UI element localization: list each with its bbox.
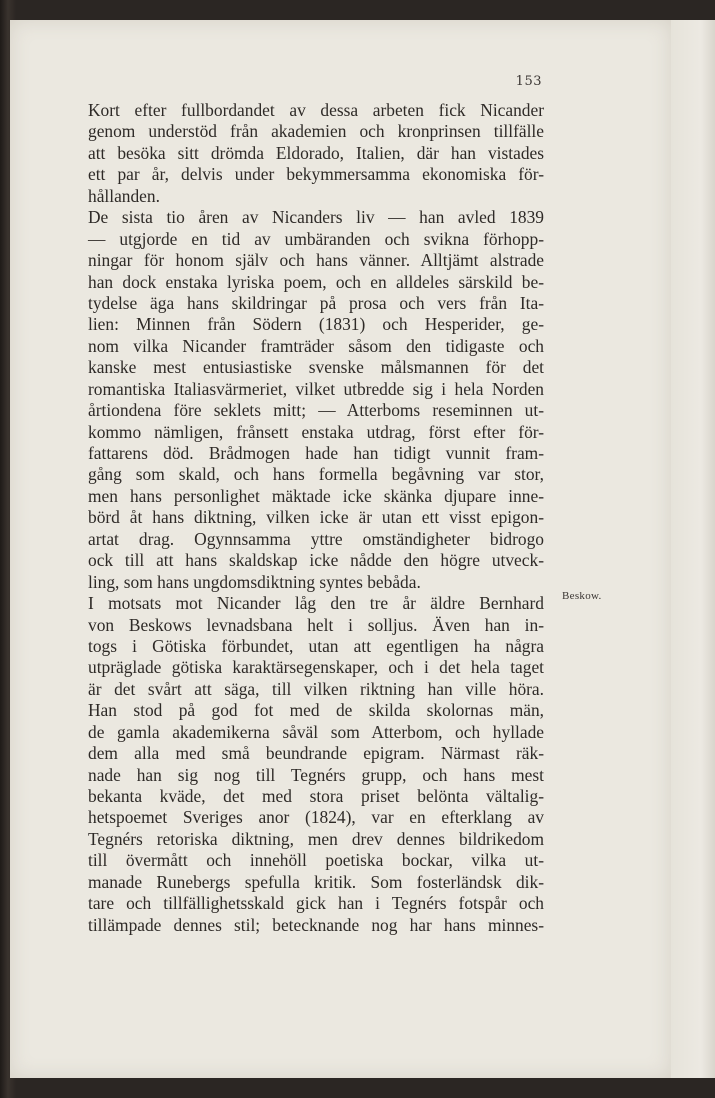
text-line: årtiondena före seklets mitt; — Atterboms reseminnen ut- bbox=[88, 400, 544, 421]
page-edge bbox=[671, 20, 715, 1078]
text-line: tillämpade dennes stil; betecknande nog har hans minnes- bbox=[88, 914, 544, 935]
text-line: genom understöd från akademien och kronprinsen tillfälle bbox=[88, 121, 544, 142]
text-line: de gamla akademikerna såväl som Atterbom, och hyllade bbox=[88, 721, 544, 742]
text-line: gång som skald, och hans formella begåvning var stor, bbox=[88, 464, 544, 485]
text-line: ling, som hans ungdomsdiktning syntes bebåda. bbox=[88, 571, 421, 592]
text-line: De sista tio åren av Nicanders liv — han avled 1839 bbox=[88, 207, 544, 228]
page-number: 153 bbox=[515, 74, 542, 89]
text-line: dem alla med små beundrande epigram. Närmast räk- bbox=[88, 743, 544, 764]
text-line: — utgjorde en tid av umbäranden och svikna förhopp- bbox=[88, 228, 544, 249]
text-line: börd åt hans diktning, vilken icke är utan ett visst epigon- bbox=[88, 507, 544, 528]
text-line: Tegnérs retoriska diktning, men drev dennes bildrikedom bbox=[88, 828, 544, 849]
text-line: han dock enstaka lyriska poem, och en alldeles särskild be- bbox=[88, 271, 544, 292]
text-line: bekanta kväde, det med stora priset belönta vältalig- bbox=[88, 786, 544, 806]
text-line: är det svårt att säga, till vilken riktning han ville höra. bbox=[88, 678, 544, 699]
text-line: att besöka sitt drömda Eldorado, Italien, där han vistades bbox=[88, 142, 544, 163]
text-line: nom vilka Nicander framträder såsom den tidigaste och bbox=[88, 335, 544, 356]
text-line: kommo nämligen, frånsett enstaka utdrag, först efter för- bbox=[88, 421, 544, 442]
text-line: ock till att hans skaldskap icke nådde den högre utveck- bbox=[88, 550, 544, 571]
text-line: ett par år, delvis under bekymmersamma ekonomiska för- bbox=[88, 164, 544, 185]
text-line: von Beskows levnadsbana helt i solljus. Även han in- bbox=[88, 614, 544, 635]
margin-note: Beskow. bbox=[562, 590, 602, 602]
text-line: I motsats mot Nicander låg den tre år äldre Bernhard bbox=[88, 593, 544, 614]
text-line: tydelse äga hans skildringar på prosa och vers från Ita- bbox=[88, 292, 544, 313]
text-line: tare och tillfällighetsskald gick han i Tegnérs fotspår och bbox=[88, 893, 544, 914]
body-text bbox=[88, 100, 544, 936]
text-line: kanske mest entusiastiske svenske målsmannen för det bbox=[88, 357, 544, 378]
text-line: utpräglade götiska karaktärsegenskaper, och i det hela taget bbox=[88, 657, 544, 678]
text-line: hetspoemet Sveriges anor (1824), var en efterklang av bbox=[88, 807, 544, 828]
text-line: lien: Minnen från Södern (1831) och Hesperider, ge- bbox=[88, 314, 544, 335]
text-line: ningar för honom själv och hans vänner. Alltjämt alstrade bbox=[88, 250, 544, 271]
text-line: hållanden. bbox=[88, 185, 160, 206]
text-line: togs i Götiska förbundet, utan att egentligen ha några bbox=[88, 635, 544, 656]
text-line: Kort efter fullbordandet av dessa arbeten fick Nicander bbox=[88, 100, 544, 120]
text-line: manade Runebergs spefulla kritik. Som fosterländsk dik- bbox=[88, 871, 544, 892]
text-line: artat drag. Ogynnsamma yttre omständigheter bidrogo bbox=[88, 528, 544, 549]
text-line: Han stod på god fot med de skilda skolornas män, bbox=[88, 700, 544, 721]
text-line: romantiska Italiasvärmeriet, vilket utbredde sig i hela Norden bbox=[88, 378, 544, 399]
text-line: fattarens död. Brådmogen hade han tidigt vunnit fram- bbox=[88, 443, 544, 463]
text-line: till övermått och innehöll poetiska bockar, vilka ut- bbox=[88, 850, 544, 871]
text-line: men hans personlighet mäktade icke skänka djupare inne- bbox=[88, 485, 544, 506]
text-line: nade han sig nog till Tegnérs grupp, och hans mest bbox=[88, 764, 544, 785]
